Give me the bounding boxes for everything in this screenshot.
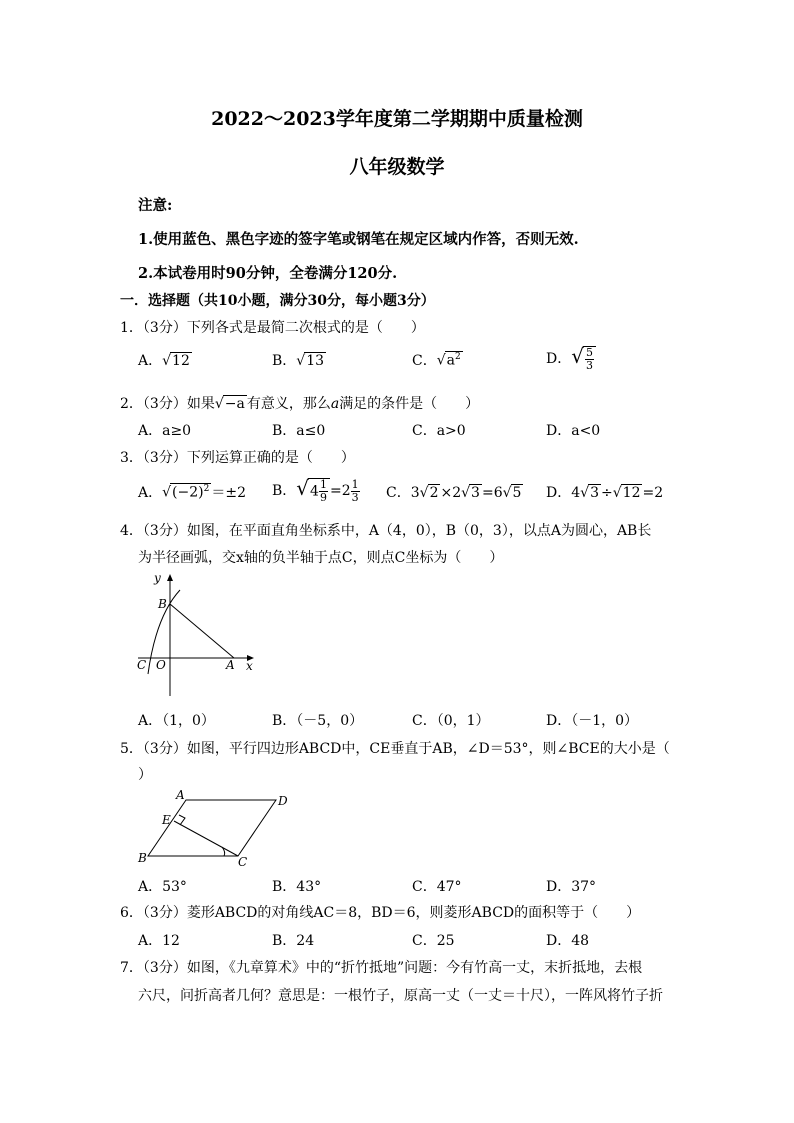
- question-3-stem: 3．（3分）下列运算正确的是（ ）: [120, 450, 355, 466]
- section-heading: 一．选择题（共10小题，满分30分，每小题3分）: [120, 293, 435, 309]
- notes-heading: 注意:: [138, 197, 173, 214]
- q4-label-b: B: [158, 597, 167, 611]
- q5-label-d: D: [278, 794, 288, 808]
- q1-option-d: D．√ $\frac{5}{3}$: [546, 344, 596, 372]
- q3-option-a: A．$√(-2)^2 =\pm 2$: [138, 484, 246, 501]
- q4-y-arrow: [167, 574, 173, 581]
- q6-option-d: D．48: [546, 933, 590, 949]
- q1-option-b: B．√13: [272, 353, 325, 369]
- q4-option-c: C．（0，1）: [412, 713, 490, 729]
- question-1-stem: 1．（3分）下列各式是最简二次根式的是（ ）: [120, 320, 425, 336]
- q4-option-b: B．（－5，0）: [272, 713, 364, 729]
- question-6-stem: 6．（3分）菱形ABCD的对角线AC＝8，BD＝6，则菱形ABCD的面积等于（ ）: [120, 905, 641, 921]
- q6-option-b: B．24: [272, 933, 315, 949]
- question-5-stem-line1: 5．（3分）如图，平行四边形ABCD中，CE垂直于AB，∠D＝53°，则∠BCE的大小是（: [120, 741, 670, 757]
- q4-option-a: A．（1，0）: [138, 713, 215, 729]
- q2-option-a: A．a≥0: [138, 423, 192, 439]
- q5-parallelogram-figure: [134, 788, 304, 870]
- q4-label-x: x: [246, 659, 253, 673]
- q1-option-a: A．√12: [138, 353, 190, 369]
- question-5-stem-line2: ）: [138, 767, 152, 783]
- q5-option-d: D．37°: [546, 879, 597, 895]
- q5-label-c: C: [238, 855, 248, 869]
- exam-subtitle: 八年级数学: [349, 156, 445, 178]
- q5-right-angle-mark: [179, 815, 185, 825]
- q1-option-c: C．$√a^2$: [412, 352, 461, 369]
- q5-label-e: E: [162, 813, 171, 827]
- q4-option-d: D．（－1，0）: [546, 713, 639, 729]
- q6-option-a: A．12: [138, 933, 180, 949]
- exam-title: 2022～2023学年度第二学期期中质量检测: [211, 108, 583, 130]
- q3-option-d: D．4√3 ÷√12 =2: [546, 485, 664, 501]
- q6-option-c: C．25: [412, 933, 455, 949]
- question-7-stem-line1: 7．（3分）如图，《九章算术》中的“折竹抵地”问题：今有竹高一丈，末折抵地，去根: [120, 960, 643, 976]
- q5-parallelogram: [148, 800, 276, 856]
- q4-label-a: A: [226, 658, 235, 672]
- q2-option-d: D．a<0: [546, 423, 601, 439]
- question-2-stem: 2．（3分）如果√−a 有意义，那么a满足的条件是（ ）: [120, 396, 480, 412]
- q5-option-a: A．53°: [138, 879, 187, 895]
- q2-option-b: B．a≤0: [272, 423, 326, 439]
- question-7-stem-line2: 六尺，问折高者几何？意思是：一根竹子，原高一丈（一丈＝十尺），一阵风将竹子折: [138, 988, 663, 1004]
- q2-option-c: C．a>0: [412, 423, 466, 439]
- question-4-stem-line2: 为半径画弧，交x轴的负半轴于点C，则点C坐标为（ ）: [138, 550, 504, 566]
- q5-label-b: B: [138, 851, 147, 865]
- q4-segment-ab: [170, 604, 234, 658]
- note-item-2: 2.本试卷用时90分钟，全卷满分120分.: [138, 265, 398, 282]
- question-4-stem-line1: 4．（3分）如图，在平面直角坐标系中，A（4，0），B（0，3），以点A为圆心，AB长: [120, 523, 652, 539]
- q3-option-c: C．3√2 ×2√3 =6√5: [386, 485, 522, 501]
- q4-label-o: O: [156, 658, 166, 672]
- q5-label-a: A: [176, 788, 185, 802]
- q4-coordinate-figure: [130, 566, 260, 702]
- q4-label-y: y: [154, 571, 161, 585]
- q5-segment-ce: [174, 821, 238, 856]
- q4-label-c: C: [137, 658, 147, 672]
- q5-option-c: C．47°: [412, 879, 462, 895]
- q5-option-b: B．43°: [272, 879, 322, 895]
- q3-option-b: B．√4 $\frac{1}{9}$ =2 $\frac{1}{3}$: [272, 476, 359, 504]
- note-item-1: 1.使用蓝色、黑色字迹的签字笔或钢笔在规定区域内作答，否则无效.: [138, 231, 579, 248]
